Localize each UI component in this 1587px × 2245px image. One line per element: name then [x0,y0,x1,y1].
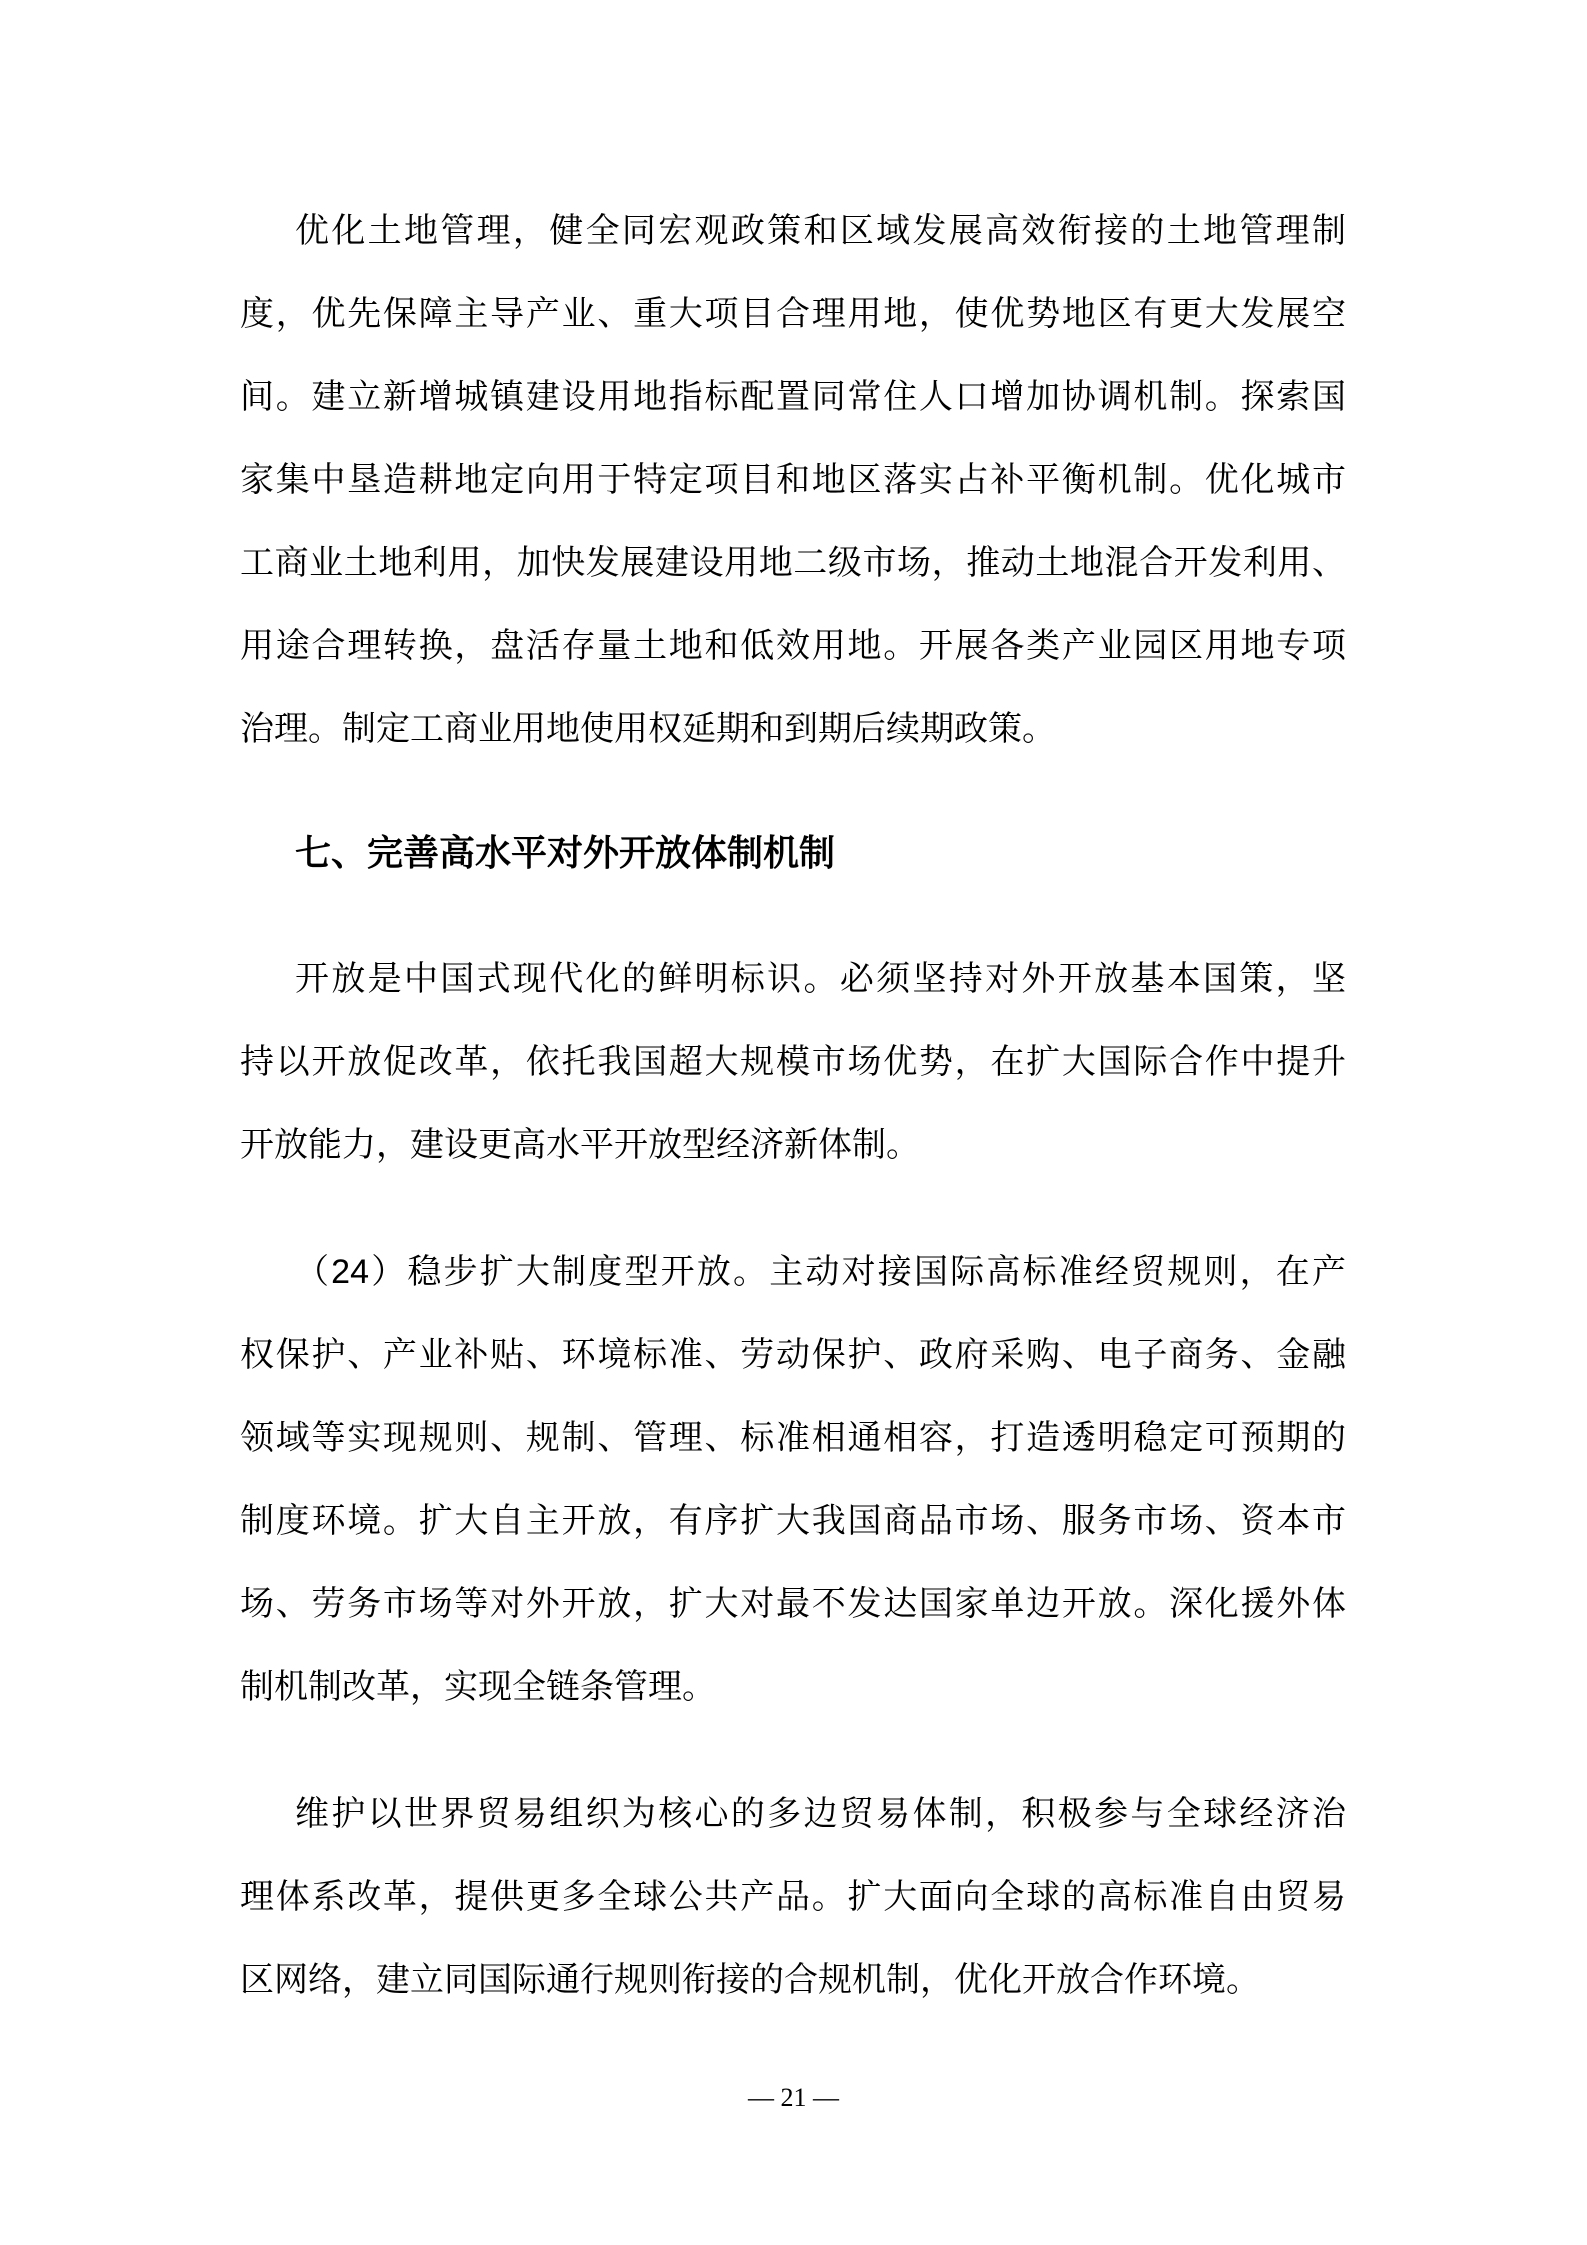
heading-section-7: 七、完善高水平对外开放体制机制 [295,832,836,873]
text-line: 开放是中国式现代化的鲜明标识。必须坚持对外开放基本国策，坚 [295,960,1346,998]
paragraph-opening-principles [240,938,1346,1187]
text-line: 开放能力，建设更高水平开放型经济新体制。 [240,1126,920,1164]
text-line: 优化土地管理，健全同宏观政策和区域发展高效衔接的土地管理制 [295,212,1346,250]
text-line: 权保护、产业补贴、环境标准、劳动保护、政府采购、电子商务、金融 [240,1336,1346,1374]
text-line: 区网络，建立同国际通行规则衔接的合规机制，优化开放合作环境。 [240,1961,1260,1999]
text-line: 治理。制定工商业用地使用权延期和到期后续期政策。 [240,710,1056,748]
text-line: 理体系改革，提供更多全球公共产品。扩大面向全球的高标准自由贸易 [240,1878,1346,1916]
text-line: 领域等实现规则、规制、管理、标准相通相容，打造透明稳定可预期的 [240,1419,1346,1457]
text-line: 间。建立新增城镇建设用地指标配置同常住人口增加协调机制。探索国 [240,378,1346,416]
text-line: 家集中垦造耕地定向用于特定项目和地区落实占补平衡机制。优化城市 [240,461,1346,499]
text-line: 制度环境。扩大自主开放，有序扩大我国商品市场、服务市场、资本市 [240,1502,1346,1540]
text-line: 制机制改革，实现全链条管理。 [240,1668,716,1706]
paragraph-multilateral-trade [240,1773,1346,2022]
text-line: （24）稳步扩大制度型开放。主动对接国际高标准经贸规则，在产 [295,1253,1346,1291]
text-line: 用途合理转换，盘活存量土地和低效用地。开展各类产业园区用地专项 [240,627,1346,665]
text-line: 工商业土地利用，加快发展建设用地二级市场，推动土地混合开发利用、 [240,544,1346,582]
text-line: 维护以世界贸易组织为核心的多边贸易体制，积极参与全球经济治 [295,1795,1346,1833]
text-line: 度，优先保障主导产业、重大项目合理用地，使优势地区有更大发展空 [240,295,1346,333]
text-line: 持以开放促改革，依托我国超大规模市场优势，在扩大国际合作中提升 [240,1043,1346,1081]
paragraph-land-management [240,190,1346,771]
page-body [240,190,1346,2022]
page-number: — 21 — [748,2083,839,2112]
text-line: 场、劳务市场等对外开放，扩大对最不发达国家单边开放。深化援外体 [240,1585,1346,1623]
paragraph-clause-24 [240,1231,1346,1729]
page-footer [0,2082,1587,2113]
